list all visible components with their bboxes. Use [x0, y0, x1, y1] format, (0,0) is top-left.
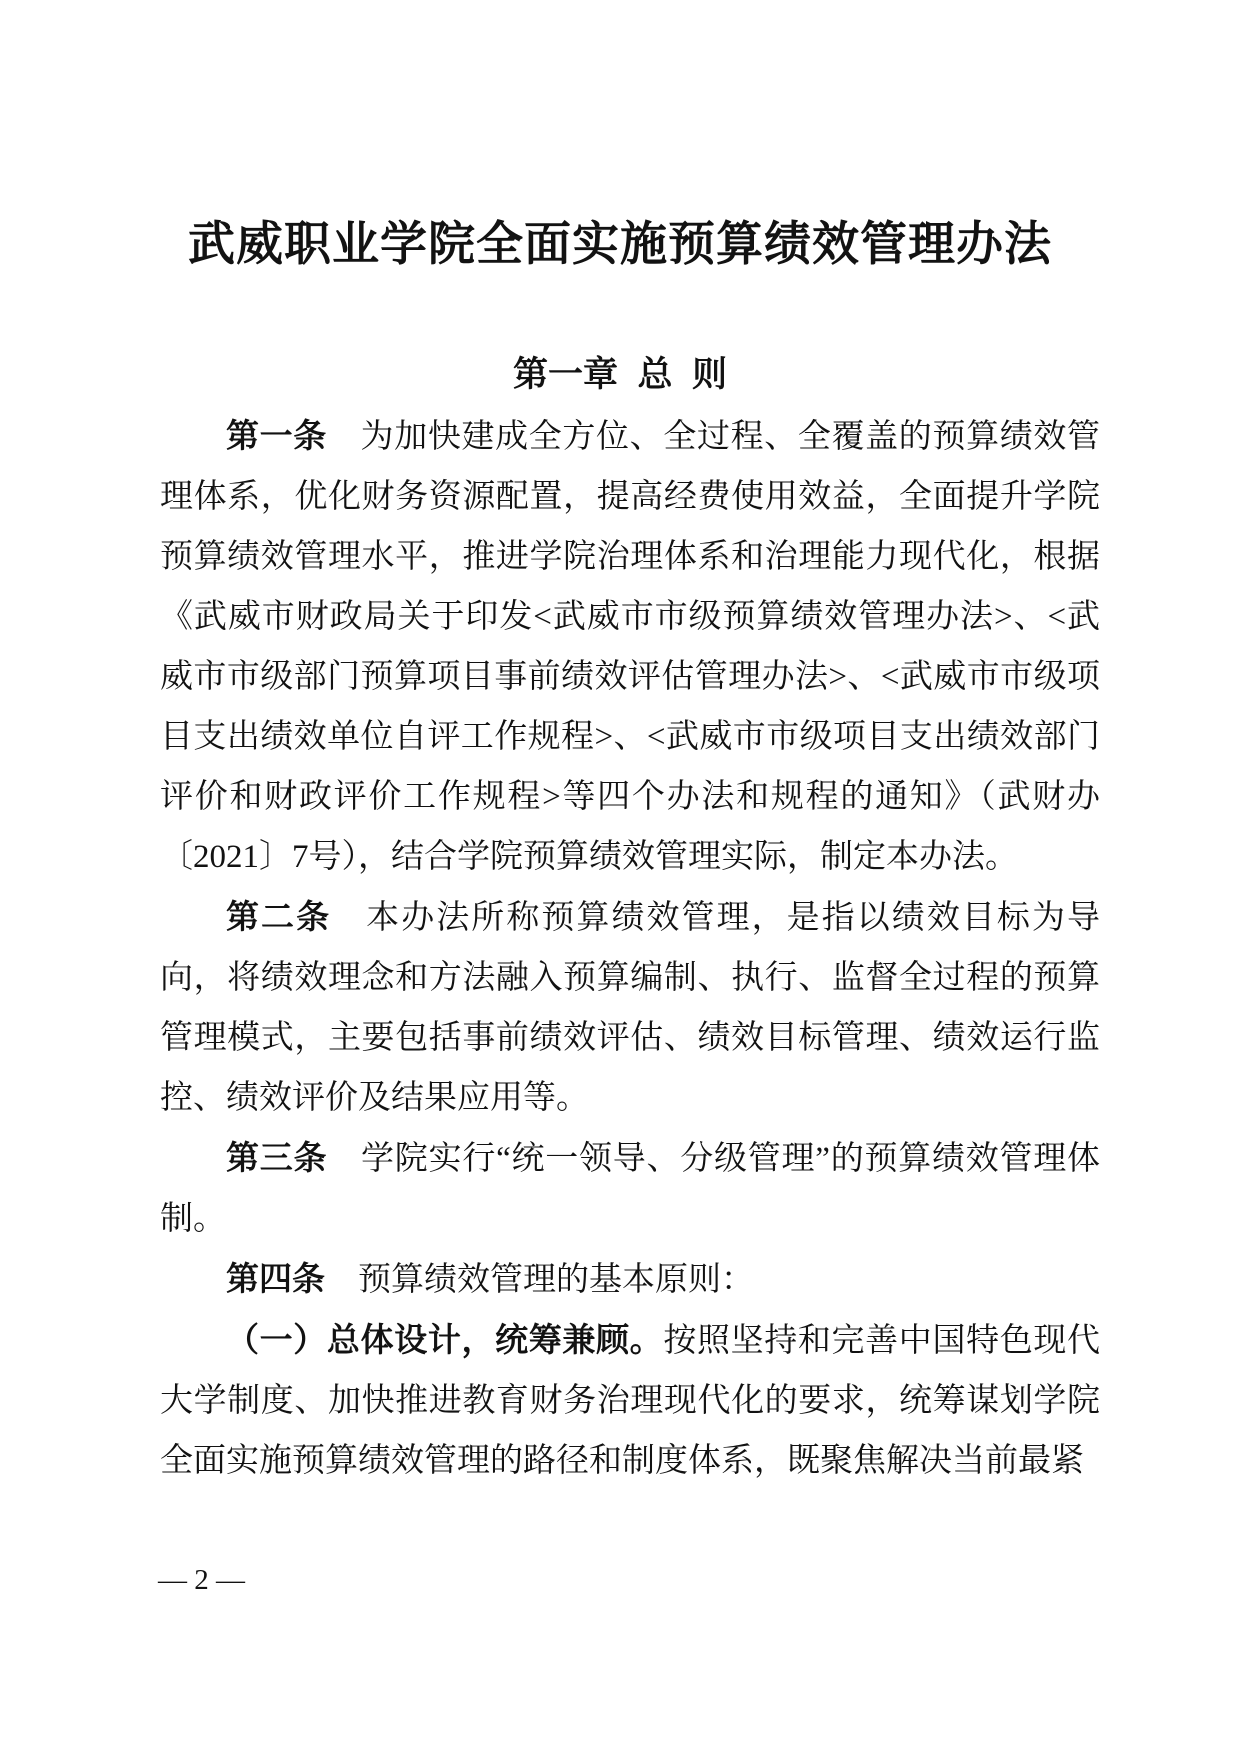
paragraph-text: 学院实行“统一领导、分级管理”的预算绩效管理体制。 — [160, 1141, 1101, 1237]
document-title: 武威职业学院全面实施预算绩效管理办法 — [188, 219, 1052, 271]
paragraph-lead: 第四条 — [226, 1260, 325, 1297]
paragraph — [160, 1128, 1100, 1249]
paragraph — [160, 406, 1100, 887]
paragraph-lead: 第三条 — [226, 1139, 328, 1176]
page-number: — 2 — — [158, 1564, 245, 1596]
paragraph-text: 按照坚持和完善中国特色现代大学制度、加快推进教育财务治理现代化的要求，统筹谋划学院全面实施预算绩效管理的路径和制度体系，既聚焦解决当前最紧 — [160, 1323, 1101, 1479]
paragraph-text: 为加快建成全方位、全过程、全覆盖的预算绩效管理体系，优化财务资源配置，提高经费使用效益，全面提升学院预算绩效管理水平，推进学院治理体系和治理能力现代化，根据《武威市财政局关于印发<武威市市级预算绩效管理办法>、<武威市市级部门预算项目事前绩效评估管理办法>、<武威市市级项目支出绩效单位自评工作规程>、<武威市市级项目支出绩效部门评价和财政评价工作规程>等四个办法和规程的通知》（武财办〔2021〕7号），结合学院预算绩效管理实际，制定本办法。 — [160, 419, 1101, 875]
paragraph-lead: 第二条 — [226, 898, 332, 935]
paragraph-lead: （一）总体设计，统筹兼顾。 — [226, 1321, 664, 1358]
paragraph-text: 本办法所称预算绩效管理，是指以绩效目标为导向，将绩效理念和方法融入预算编制、执行、监督全过程的预算管理模式，主要包括事前绩效评估、绩效目标管理、绩效运行监控、绩效评价及结果应用等。 — [160, 900, 1100, 1116]
paragraph-lead: 第一条 — [226, 417, 327, 454]
paragraph — [160, 1310, 1100, 1491]
paragraph — [160, 887, 1100, 1128]
chapter-heading: 第一章 总 则 — [513, 355, 727, 394]
paragraph-text: 预算绩效管理的基本原则： — [325, 1262, 754, 1298]
paragraph — [160, 1249, 1100, 1310]
document-body — [160, 406, 1100, 1491]
